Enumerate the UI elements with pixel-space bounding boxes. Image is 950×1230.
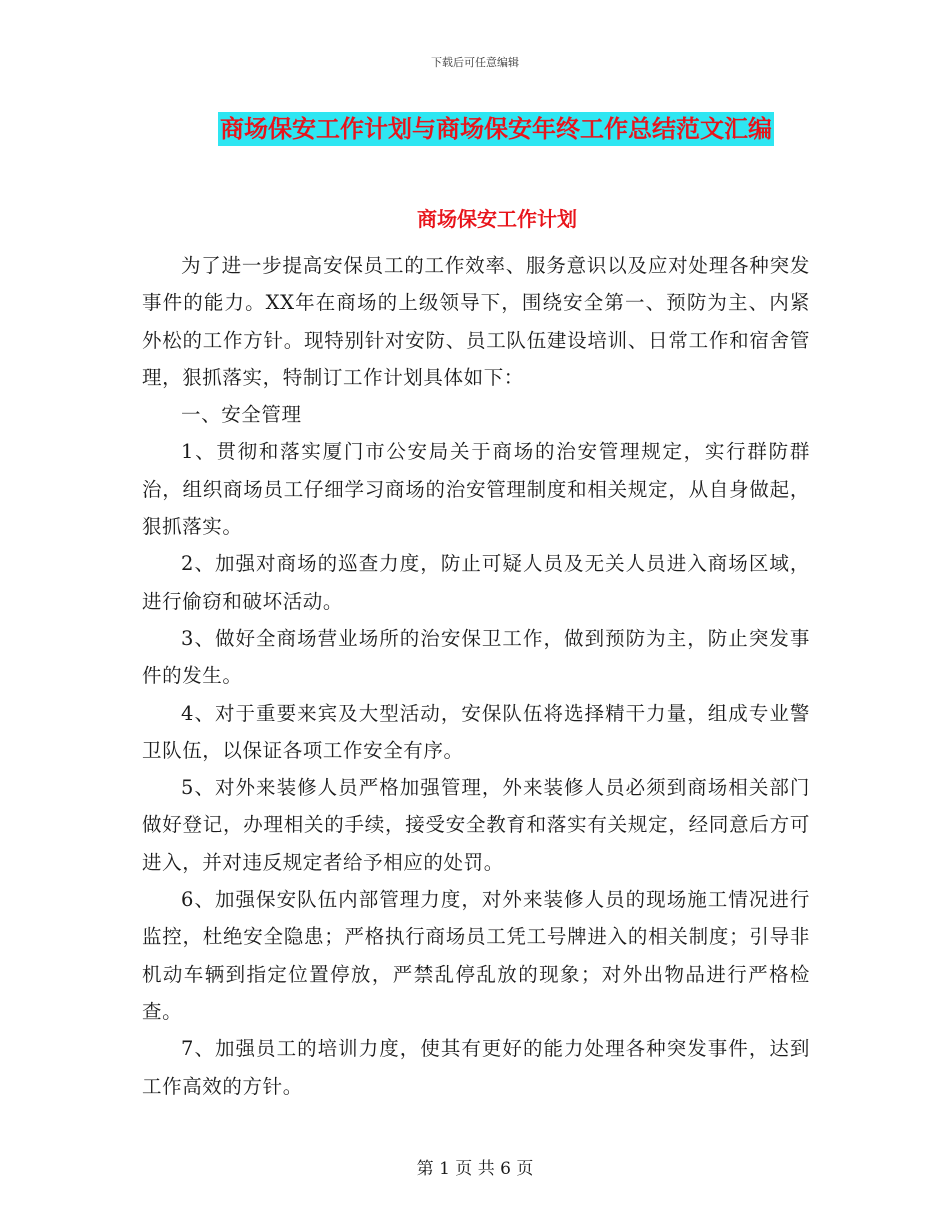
item-paragraph-7: 7、加强员工的培训力度，使其有更好的能力处理各种突发事件，达到工作高效的方针。 <box>142 1037 810 1098</box>
page-footer: 第 1 页 共 6 页 <box>416 1159 534 1179</box>
section-title: 商场保安工作计划 <box>417 207 577 231</box>
document-body <box>142 247 810 1105</box>
section-heading-safety: 一、安全管理 <box>181 403 302 427</box>
item-paragraph-2: 2、加强对商场的巡查力度，防止可疑人员及无关人员进入商场区域，进行偷窃和破坏活动。 <box>142 552 810 613</box>
main-title-container <box>0 112 950 146</box>
item-paragraph-5: 5、对外来装修人员严格加强管理，外来装修人员必须到商场相关部门做好登记，办理相关的手续，接受安全教育和落实有关规定，经同意后方可进入，并对违反规定者给予相应的处罚。 <box>142 776 810 874</box>
item-paragraph-3: 3、做好全商场营业场所的治安保卫工作，做到预防为主，防止突发事件的发生。 <box>142 626 810 688</box>
document-title: 商场保安工作计划与商场保安年终工作总结范文汇编 <box>218 112 774 146</box>
item-paragraph-4: 4、对于重要来宾及大型活动，安保队伍将选择精干力量，组成专业警卫队伍，以保证各项工作安全有序。 <box>142 701 810 762</box>
item-paragraph-6: 6、加强保安队伍内部管理力度，对外来装修人员的现场施工情况进行监控，杜绝安全隐患；严格执行商场员工凭工号牌进入的相关制度；引导非机动车辆到指定位置停放，严禁乱停乱放的现象；对外出物品进行严格检查。 <box>142 888 810 1023</box>
item-paragraph-1: 1、贯彻和落实厦门市公安局关于商场的治安管理规定，实行群防群治，组织商场员工仔细学习商场的治安管理制度和相关规定，从自身做起，狠抓落实。 <box>142 440 810 539</box>
header-note: 下载后可任意编辑 <box>431 56 519 69</box>
intro-paragraph: 为了进一步提高安保员工的工作效率、服务意识以及应对处理各种突发事件的能力。XX年在商场的上级领导下，围绕安全第一、预防为主、内紧外松的工作方针。现特别针对安防、员工队伍建设培训、日常工作和宿舍管理，狠抓落实，特制订工作计划具体如下： <box>142 254 810 389</box>
